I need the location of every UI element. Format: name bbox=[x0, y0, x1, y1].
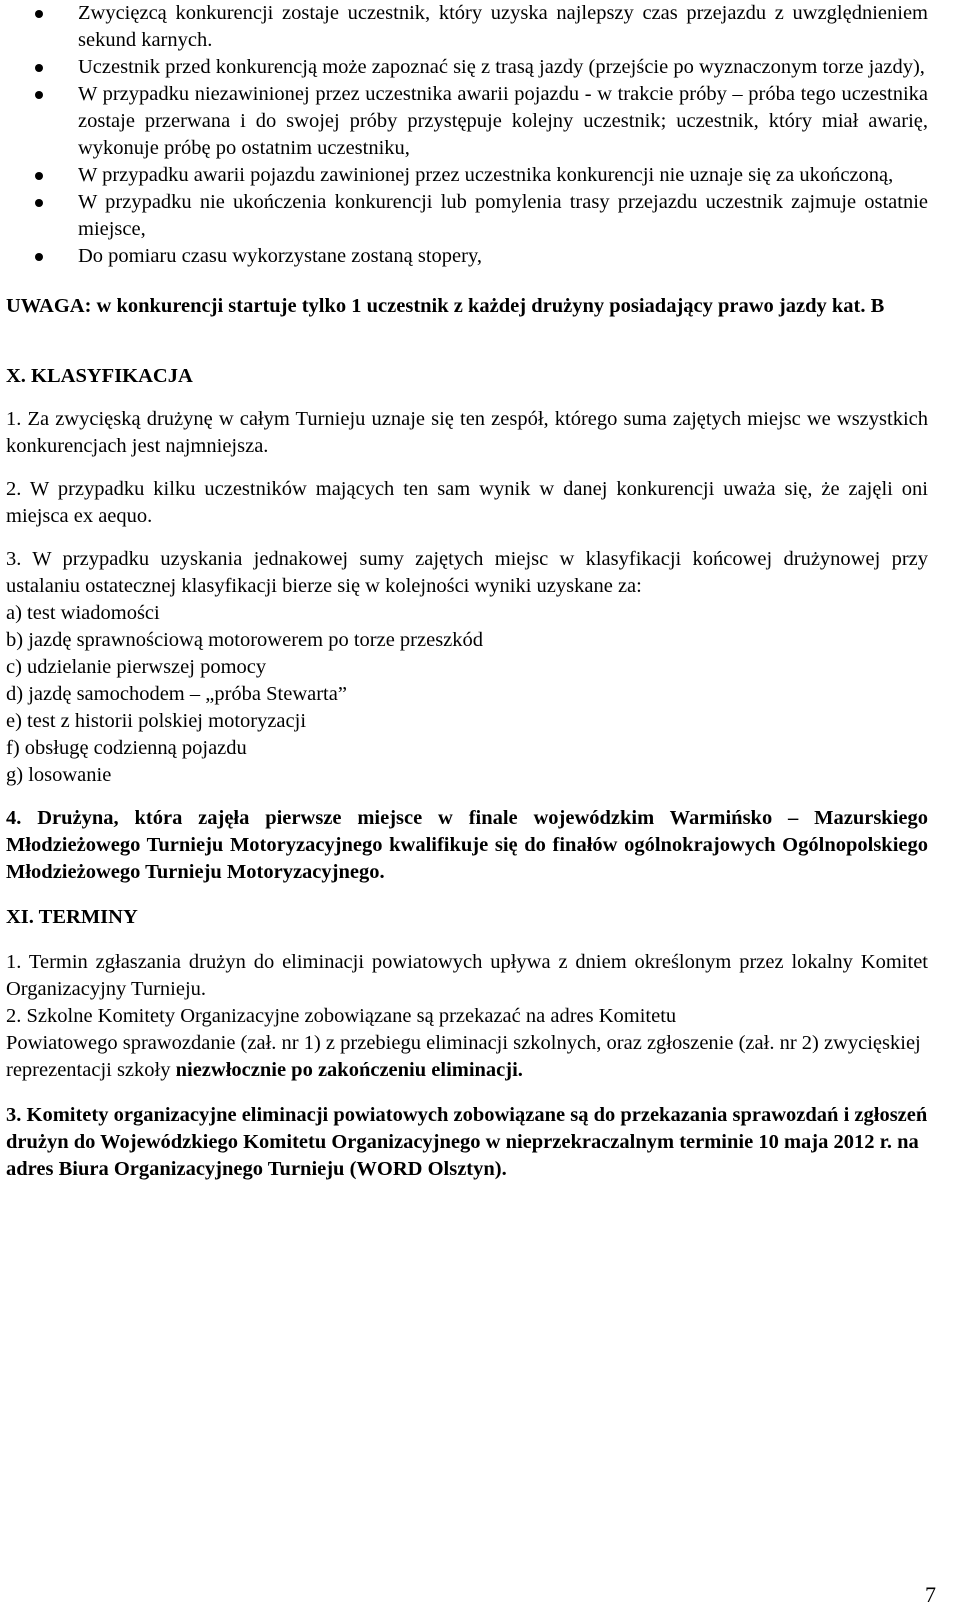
list-item: a) test wiadomości bbox=[6, 602, 160, 624]
bullet-dot-icon bbox=[35, 10, 43, 18]
list-item: d) jazdę samochodem – „próba Stewarta” bbox=[6, 683, 347, 705]
bullet-dot-icon bbox=[35, 91, 43, 99]
section-x-paragraph-3: 3. W przypadku uzyskania jednakowej sumy zajętych miejsc w klasyfikacji końcowej drużynowej przy ustalaniu ostatecznej klasyfikacji bierze się w kolejności wyniki uzyskane za: bbox=[6, 548, 928, 597]
list-item: b) jazdę sprawnościową motorowerem po torze przeszkód bbox=[6, 629, 484, 651]
bullet-dot-icon bbox=[35, 64, 43, 72]
bullet-item: Do pomiaru czasu wykorzystane zostaną stopery, bbox=[6, 243, 928, 270]
document-page bbox=[6, 0, 928, 1183]
page-number: 7 bbox=[925, 1582, 936, 1607]
rules-bullet-list bbox=[6, 0, 928, 270]
list-item: c) udzielanie pierwszej pomocy bbox=[6, 656, 267, 678]
bullet-dot-icon bbox=[35, 172, 43, 180]
uwaga-note: UWAGA: w konkurencji startuje tylko 1 uczestnik z każdej drużyny posiadający prawo jazdy kat. B bbox=[6, 295, 885, 317]
section-x-paragraph-2: 2. W przypadku kilku uczestników mających ten sam wynik w danej konkurencji uważa się, że zajęli oni miejsca ex aequo. bbox=[6, 478, 928, 527]
bullet-item: W przypadku niezawinionej przez uczestnika awarii pojazdu - w trakcie próby – próba tego uczestnika zostaje przerwana i do swojej próby przystępuje kolejny uczestnik; uczestnik, który miał awarię, wykonuje próbę po ostatnim uczestniku, bbox=[6, 81, 928, 162]
list-item: e) test z historii polskiej motoryzacji bbox=[6, 710, 307, 732]
bullet-dot-icon bbox=[35, 253, 43, 261]
section-xi-paragraph-2-line-1: 2. Szkolne Komitety Organizacyjne zobowiązane są przekazać na adres Komitetu bbox=[6, 1005, 677, 1027]
bullet-item: Uczestnik przed konkurencją może zapoznać się z trasą jazdy (przejście po wyznaczonym torze jazdy), bbox=[6, 54, 928, 81]
bullet-item: Zwycięzcą konkurencji zostaje uczestnik, który uzyska najlepszy czas przejazdu z uwzględnieniem sekund karnych. bbox=[6, 0, 928, 54]
list-item: f) obsługę codzienną pojazdu bbox=[6, 737, 247, 759]
section-xi-paragraph-1: 1. Termin zgłaszania drużyn do eliminacji powiatowych upływa z dniem określonym przez lokalny Komitet Organizacyjny Turnieju. bbox=[6, 951, 928, 1000]
section-xi-heading: XI. TERMINY bbox=[6, 906, 138, 928]
list-item: g) losowanie bbox=[6, 764, 112, 786]
deadline-emphasis: niezwłocznie po zakończeniu eliminacji. bbox=[175, 1059, 523, 1081]
bullet-item: W przypadku awarii pojazdu zawinionej przez uczestnika konkurencji nie uznaje się za ukończoną, bbox=[6, 162, 928, 189]
section-x-paragraph-4: 4. Drużyna, która zajęła pierwsze miejsce w finale wojewódzkim Warmińsko – Mazurskiego Młodzieżowego Turnieju Motoryzacyjnego kwalifikuje się do finałów ogólnokrajowych Ogólnopolskiego Młodzieżowego Turnieju Motoryzacyjnego. bbox=[6, 807, 928, 883]
bullet-dot-icon bbox=[35, 199, 43, 207]
section-xi-paragraph-2: Powiatowego sprawozdanie (zał. nr 1) z przebiegu eliminacji szkolnych, oraz zgłoszenie (zał. nr 2) zwycięskiej reprezentacji szkoły niezwłocznie po zakończeniu eliminacji. bbox=[6, 1032, 921, 1081]
tiebreak-list bbox=[6, 600, 928, 789]
bullet-item: W przypadku nie ukończenia konkurencji lub pomylenia trasy przejazdu uczestnik zajmuje ostatnie miejsce, bbox=[6, 189, 928, 243]
section-x-paragraph-1: 1. Za zwycięską drużynę w całym Turnieju uznaje się ten zespół, którego suma zajętych miejsc we wszystkich konkurencjach jest najmniejsza. bbox=[6, 408, 928, 457]
section-xi-paragraph-3: 3. Komitety organizacyjne eliminacji powiatowych zobowiązane są do przekazania sprawozdań i zgłoszeń drużyn do Wojewódzkiego Komitetu Organizacyjnego w nieprzekraczalnym terminie 10 maja 2012 r. na adres Biura Organizacyjnego Turnieju (WORD Olsztyn). bbox=[6, 1104, 928, 1180]
section-x-heading: X. KLASYFIKACJA bbox=[6, 365, 193, 387]
